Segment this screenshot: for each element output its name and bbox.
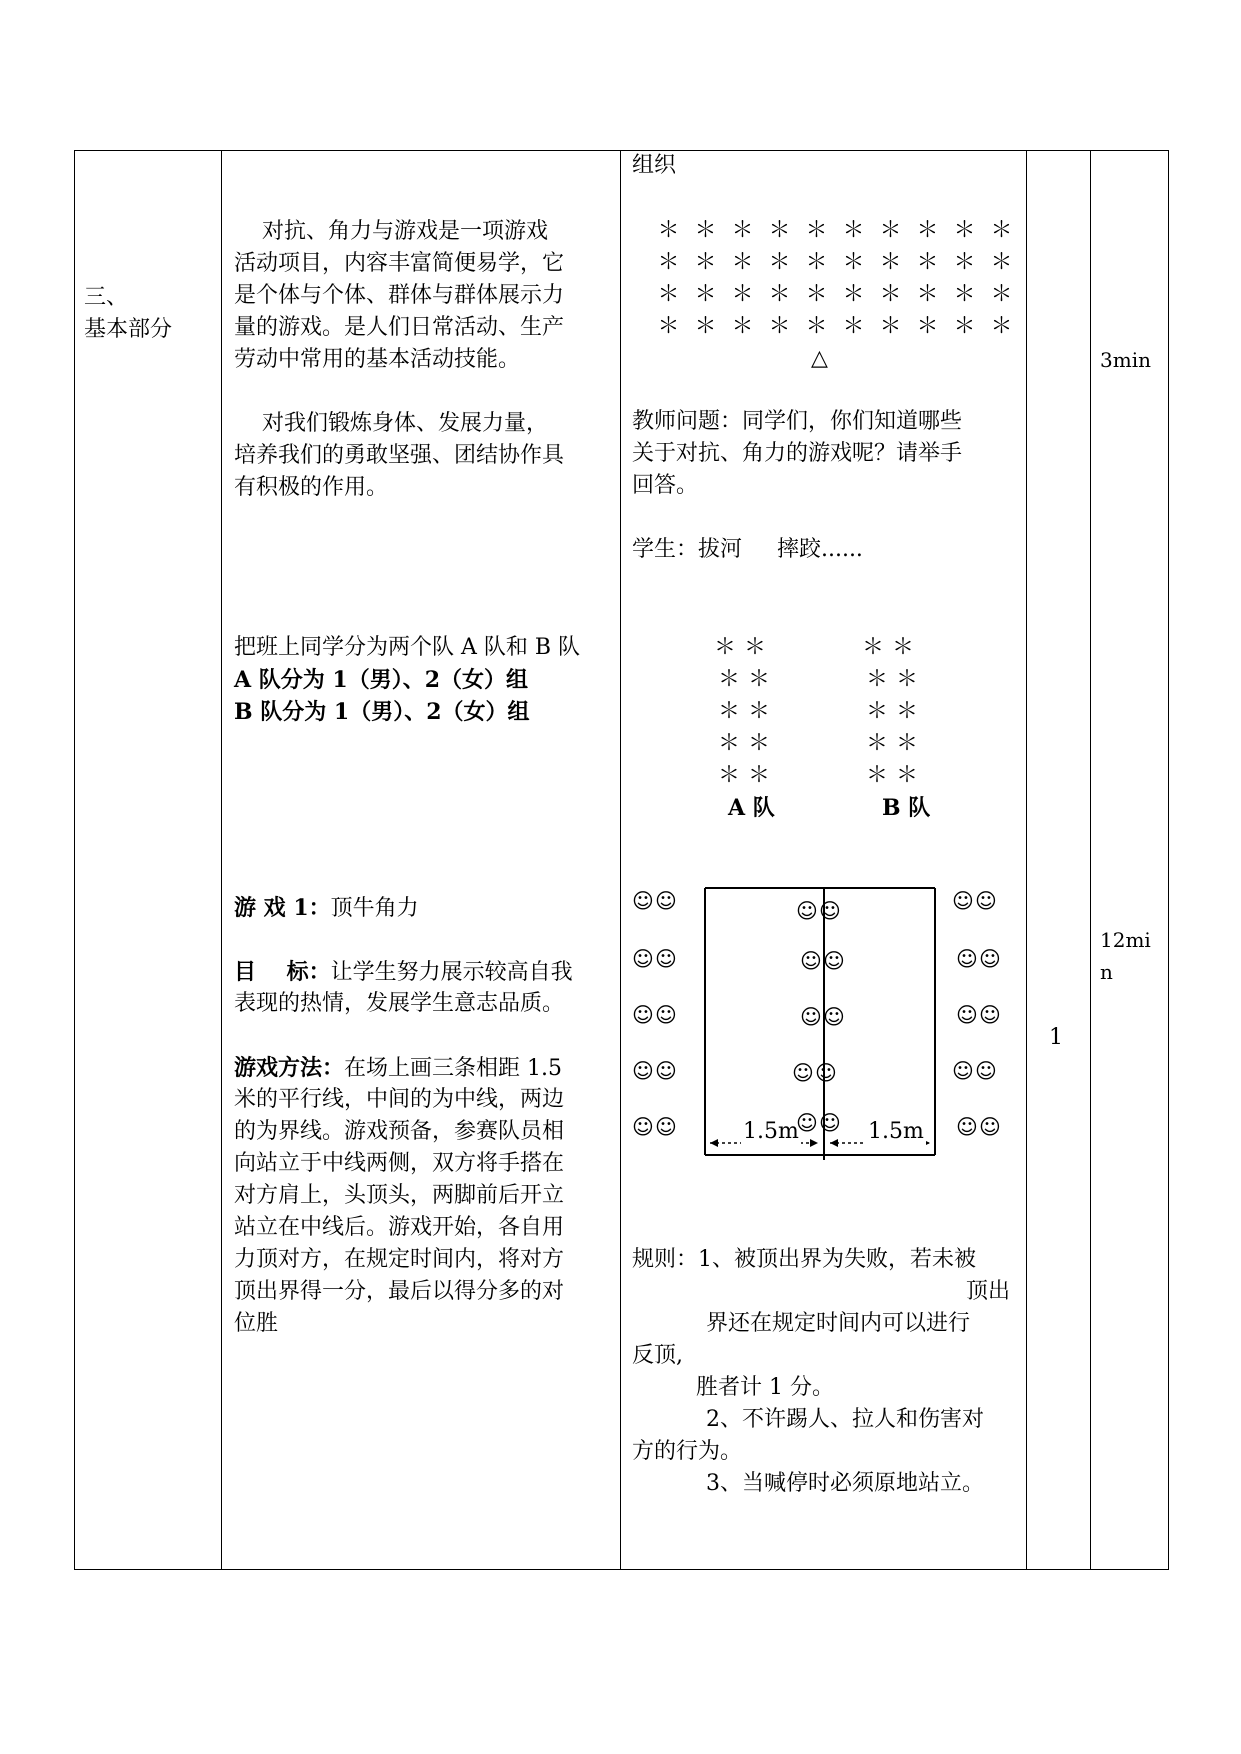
student-marker: ＊ <box>953 218 976 243</box>
time-second: 12mi n <box>1100 928 1151 984</box>
student-marker: ＊ <box>657 250 680 275</box>
player-icon: ☺ <box>792 1061 814 1085</box>
text-line: 的为界线。游戏预备，参赛队员相 <box>234 1119 565 1144</box>
student-marker: ＊ <box>842 314 865 339</box>
student-marker: ＊ <box>879 250 902 275</box>
student-marker: ＊ <box>990 282 1013 307</box>
player-icon: ☺ <box>975 889 997 913</box>
player-icon: ☺ <box>655 1003 677 1027</box>
student-marker: ＊ <box>805 250 828 275</box>
player-icon: ☺ <box>800 949 822 973</box>
student-marker: ＊ <box>916 282 939 307</box>
text-line: 是个体与个体、群体与群体展示力 <box>234 283 565 308</box>
text-line: 位胜 <box>234 1311 279 1336</box>
player-icon: ☺ <box>979 1115 1001 1139</box>
student-marker: ＊ <box>657 314 680 339</box>
student-marker: ＊ <box>805 314 828 339</box>
student-marker: ＊ <box>879 282 902 307</box>
player-icon: ☺ <box>632 1115 654 1139</box>
student-marker: ＊ <box>805 218 828 243</box>
team-b-label: B 队 <box>882 795 931 821</box>
teacher-icon: △ <box>811 346 828 371</box>
text-line: A 队分为 1（男）、2（女）组 <box>234 667 529 693</box>
student-marker: ＊ <box>694 282 717 307</box>
text-line: 量的游戏。是人们日常活动、生产 <box>234 315 565 340</box>
player-icon: ☺ <box>956 1003 978 1027</box>
method-label: 游戏方法： <box>234 1055 345 1081</box>
text-line: 界还在规定时间内可以进行 <box>706 1311 971 1336</box>
student-marker: ＊ <box>768 282 791 307</box>
player-icon: ☺ <box>796 899 818 923</box>
game-title-text: 顶牛角力 <box>330 896 419 921</box>
student-marker: ＊ <box>953 250 976 275</box>
text-line: 米的平行线，中间的为中线，两边 <box>234 1087 565 1112</box>
team-member-marker: ＊ <box>718 667 741 692</box>
text-line: 顶出 <box>966 1279 1011 1304</box>
team-a-label: A 队 <box>728 795 775 821</box>
text-line: 2、不许踢人、拉人和伤害对 <box>706 1407 984 1432</box>
team-member-marker: ＊ <box>748 763 771 788</box>
student-marker: ＊ <box>768 218 791 243</box>
text-line: 力顶对方，在规定时间内，将对方 <box>234 1247 565 1272</box>
player-icon: ☺ <box>796 1111 818 1135</box>
method-text: 在场上画三条相距 1.5 <box>344 1056 562 1081</box>
student-marker: ＊ <box>657 282 680 307</box>
team-member-marker: ＊ <box>748 667 771 692</box>
player-icon: ☺ <box>632 947 654 971</box>
player-icon: ☺ <box>979 947 1001 971</box>
team-member-marker: ＊ <box>896 731 919 756</box>
player-icon: ☺ <box>655 889 677 913</box>
left-distance-label: 1.5m <box>741 1116 801 1148</box>
student-marker: ＊ <box>805 282 828 307</box>
text-line: 活动项目，内容丰富简便易学，它 <box>234 251 565 276</box>
student-marker: ＊ <box>842 282 865 307</box>
student-marker: ＊ <box>953 282 976 307</box>
team-member-marker: ＊ <box>748 699 771 724</box>
player-icon: ☺ <box>632 1059 654 1083</box>
repetition-count: 1 <box>1049 1025 1063 1050</box>
player-icon: ☺ <box>823 949 845 973</box>
student-marker: ＊ <box>916 218 939 243</box>
text-line: 有积极的作用。 <box>234 475 389 500</box>
team-member-marker: ＊ <box>896 667 919 692</box>
organization-heading: 组织 <box>632 153 677 178</box>
goal-text: 让学生努力展示较高自我 <box>330 960 573 985</box>
player-icon: ☺ <box>819 899 841 923</box>
text-line: 劳动中常用的基本活动技能。 <box>234 347 521 372</box>
text-line: 培养我们的勇敢坚强、团结协作具 <box>234 443 565 468</box>
text-line: 顶出界得一分，最后以得分多的对 <box>234 1279 565 1304</box>
player-icon: ☺ <box>956 1115 978 1139</box>
student-marker: ＊ <box>990 218 1013 243</box>
right-distance-label: 1.5m <box>866 1116 926 1148</box>
student-marker: ＊ <box>694 314 717 339</box>
goal-label: 目 标： <box>234 959 331 985</box>
player-icon: ☺ <box>655 1115 677 1139</box>
team-member-marker: ＊ <box>896 763 919 788</box>
student-marker: ＊ <box>731 314 754 339</box>
student-marker: ＊ <box>768 314 791 339</box>
player-icon: ☺ <box>979 1003 1001 1027</box>
section-name: 基本部分 <box>84 317 173 342</box>
student-marker: ＊ <box>694 218 717 243</box>
team-member-marker: ＊ <box>748 731 771 756</box>
player-icon: ☺ <box>952 889 974 913</box>
student-marker: ＊ <box>842 250 865 275</box>
player-icon: ☺ <box>952 1059 974 1083</box>
text-line: 表现的热情，发展学生意志品质。 <box>234 991 565 1016</box>
student-marker: ＊ <box>879 218 902 243</box>
player-icon: ☺ <box>632 1003 654 1027</box>
text-line: 规则：1、被顶出界为失败，若未被 <box>632 1247 976 1272</box>
player-icon: ☺ <box>655 1059 677 1083</box>
student-marker: ＊ <box>731 282 754 307</box>
team-member-marker: ＊ <box>714 635 737 660</box>
team-member-marker: ＊ <box>866 763 889 788</box>
student-answer: 学生：拔河 摔跤...... <box>632 537 863 562</box>
text-line: 关于对抗、角力的游戏呢？请举手 <box>632 441 963 466</box>
text-line: 回答。 <box>632 473 699 498</box>
team-member-marker: ＊ <box>866 699 889 724</box>
player-icon: ☺ <box>823 1005 845 1029</box>
player-icon: ☺ <box>632 889 654 913</box>
team-member-marker: ＊ <box>896 699 919 724</box>
team-member-marker: ＊ <box>892 635 915 660</box>
player-icon: ☺ <box>655 947 677 971</box>
team-member-marker: ＊ <box>744 635 767 660</box>
text-line: 胜者计 1 分。 <box>696 1375 834 1400</box>
text-line: 对方肩上，头顶头，两脚前后开立 <box>234 1183 565 1208</box>
text-line: 教师问题：同学们，你们知道哪些 <box>632 409 963 434</box>
team-member-marker: ＊ <box>718 731 741 756</box>
student-marker: ＊ <box>657 218 680 243</box>
player-icon: ☺ <box>800 1005 822 1029</box>
player-icon: ☺ <box>975 1059 997 1083</box>
student-marker: ＊ <box>842 218 865 243</box>
game-title-label: 游 戏 1： <box>234 895 331 921</box>
student-marker: ＊ <box>916 250 939 275</box>
text-line: 反顶, <box>632 1343 683 1368</box>
section-number: 三、 <box>84 285 129 310</box>
time-first: 3min <box>1100 348 1151 372</box>
player-icon: ☺ <box>819 1111 841 1135</box>
team-member-marker: ＊ <box>866 667 889 692</box>
text-line: 3、当喊停时必须原地站立。 <box>706 1471 984 1496</box>
student-marker: ＊ <box>990 250 1013 275</box>
text-line: 对抗、角力与游戏是一项游戏 <box>234 219 548 244</box>
student-marker: ＊ <box>879 314 902 339</box>
player-icon: ☺ <box>956 947 978 971</box>
text-line: 把班上同学分为两个队 A 队和 B 队 <box>234 635 581 660</box>
student-marker: ＊ <box>953 314 976 339</box>
text-line: 站立在中线后。游戏开始，各自用 <box>234 1215 565 1240</box>
student-marker: ＊ <box>731 250 754 275</box>
student-marker: ＊ <box>916 314 939 339</box>
text-line: 方的行为。 <box>632 1439 743 1464</box>
student-marker: ＊ <box>694 250 717 275</box>
team-member-marker: ＊ <box>718 699 741 724</box>
player-icon: ☺ <box>815 1061 837 1085</box>
text-line: 对我们锻炼身体、发展力量， <box>234 411 548 436</box>
student-marker: ＊ <box>768 250 791 275</box>
student-marker: ＊ <box>990 314 1013 339</box>
team-member-marker: ＊ <box>718 763 741 788</box>
text-line: B 队分为 1（男）、2（女）组 <box>234 699 530 725</box>
text-line: 向站立于中线两侧，双方将手搭在 <box>234 1151 565 1176</box>
team-member-marker: ＊ <box>866 731 889 756</box>
student-marker: ＊ <box>731 218 754 243</box>
team-member-marker: ＊ <box>862 635 885 660</box>
